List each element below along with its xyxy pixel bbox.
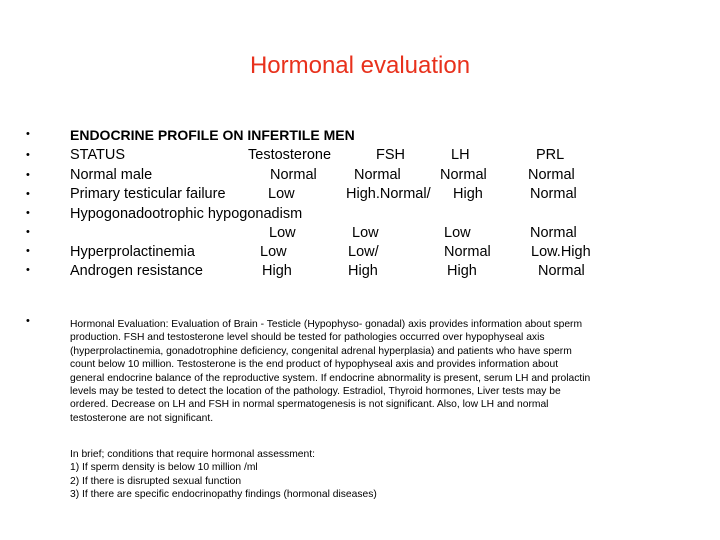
row-fsh: Low <box>352 225 379 241</box>
paragraph-line: levels may be tested to detect the location of the pathology. Estradiol, Thyroid hormones, Liver tests may be <box>70 386 561 398</box>
row-lh: High <box>453 186 483 202</box>
evaluation-paragraph <box>70 318 680 425</box>
paragraph-line: (hyperprolactinemia, gonadotrophine deficiency, congenital adrenal hyperplasia) and patients who have sperm <box>70 345 572 357</box>
row-fsh: Low/ <box>348 244 379 260</box>
bullet: • <box>26 315 30 327</box>
column-header-status: STATUS <box>70 147 126 163</box>
row-status: Normal male <box>70 167 153 183</box>
row-testosterone: High <box>262 263 292 279</box>
row-fsh: High.Normal/ <box>346 186 431 202</box>
bullet: • <box>26 264 30 276</box>
slide-title: Hormonal evaluation <box>249 52 471 79</box>
bullet: • <box>26 226 30 238</box>
paragraph-line: testosterone are not significant. <box>70 412 214 424</box>
row-prl: Low.High <box>531 244 591 260</box>
bullet: • <box>26 245 30 257</box>
row-prl: Normal <box>530 186 577 202</box>
row-lh: Low <box>444 225 471 241</box>
row-status: Hyperprolactinemia <box>70 244 195 260</box>
profile-heading: ENDOCRINE PROFILE ON INFERTILE MEN <box>70 127 355 143</box>
brief-intro: In brief; conditions that require hormonal assessment: <box>70 449 315 460</box>
condition-item: 3) If there are specific endocrinopathy findings (hormonal diseases) <box>70 489 377 501</box>
paragraph-line: ordered. Decrease on LH and FSH in normal spermatogenesis is not significant. Also, low LH and normal <box>70 399 549 411</box>
paragraph-line: production. FSH and testosterone level should be tested for pathologies occurred over hypophyseal axis <box>70 332 545 344</box>
condition-item: 1) If sperm density is below 10 million /ml <box>70 462 258 474</box>
bullet: • <box>26 149 30 161</box>
bullet: • <box>26 188 30 200</box>
column-header-lh: LH <box>451 147 470 163</box>
row-fsh: High <box>348 263 378 279</box>
column-header-prl: PRL <box>536 147 565 163</box>
row-status: Hypogonadootrophic hypogonadism <box>70 206 303 222</box>
row-prl: Normal <box>528 167 575 183</box>
row-testosterone: Normal <box>270 167 317 183</box>
row-prl: Normal <box>530 225 577 241</box>
bullet: • <box>26 128 30 140</box>
row-testosterone: Low <box>269 225 296 241</box>
paragraph-line: Hormonal Evaluation: Evaluation of Brain - Testicle (Hypophyso- gonadal) axis provides information about sperm <box>70 319 583 330</box>
row-status: Primary testicular failure <box>70 186 226 202</box>
bullet: • <box>26 207 30 219</box>
row-testosterone: Low <box>260 244 287 260</box>
row-testosterone: Low <box>268 186 295 202</box>
row-fsh: Normal <box>354 167 401 183</box>
paragraph-line: general endocrine balance of the reproductive system. If endocrine abnormality is present, serum LH and prolactin <box>70 372 591 384</box>
brief-section <box>70 448 680 502</box>
condition-item: 2) If there is disrupted sexual function <box>70 475 242 487</box>
column-header-testosterone: Testosterone <box>248 147 332 163</box>
row-lh: High <box>447 263 477 279</box>
row-lh: Normal <box>444 244 491 260</box>
row-prl: Normal <box>538 263 585 279</box>
column-header-fsh: FSH <box>376 147 405 163</box>
bullet: • <box>26 169 30 181</box>
row-status: Androgen resistance <box>70 263 203 279</box>
row-lh: Normal <box>440 167 487 183</box>
paragraph-line: count below 10 million. Testosterone is the end product of hypophyseal axis and provides information about <box>70 359 559 371</box>
